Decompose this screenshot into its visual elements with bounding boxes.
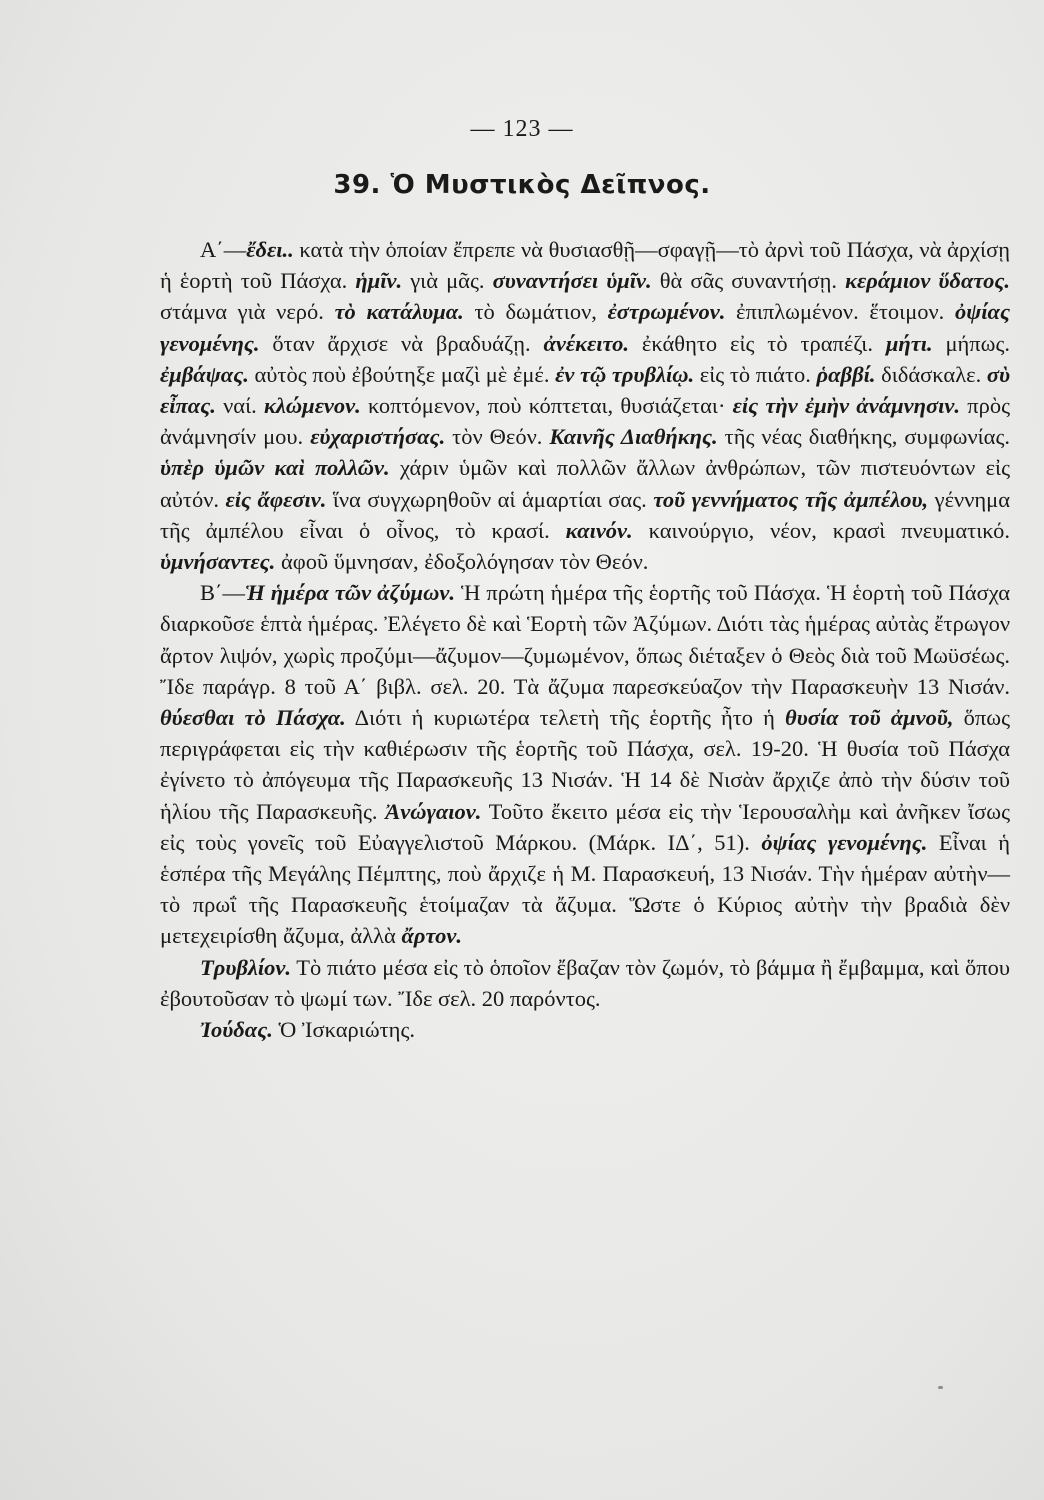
paragraph-a xyxy=(160,234,1010,577)
gloss: ἐπιπλωμένον. ἕτοιμον. xyxy=(725,299,955,325)
term: ὀψίας γενομένης. xyxy=(160,299,1011,356)
term: εὐχαριστήσας. xyxy=(310,424,446,450)
chapter-title: 39. Ὁ Μυστικὸς Δεῖπνος. xyxy=(333,170,711,200)
term: συναντήσει ὑμῖν. xyxy=(492,268,652,294)
gloss: τὸν Θεόν. xyxy=(445,424,550,450)
body-text xyxy=(160,234,1010,1045)
page-number: — 123 — xyxy=(470,116,574,142)
gloss: Ἡ πρώτη ἡμέρα τῆς ἑορτῆς τοῦ Πάσχα. Ἡ ἑορτὴ τοῦ Πάσχα διαρκοῦσε ἑπτὰ ἡμέρας. Ἐλέγετο δὲ καὶ Ἑορτὴ τῶν Ἀζύμων. Διότι τὰς ἡμέρας αὐτὰς ἔτρωγον ἄρτον λιψόν, χωρὶς προζύμι—ἄζυμον—ζυμωμένον, ὅπως διέταξεν ὁ Θεὸς διὰ τοῦ Μωϋσέως. Ἴδε παράγρ. 8 τοῦ Α΄ βιβλ. σελ. 20. Τὰ ἄζυμα παρεσκεύαζον τὴν Παρασκευὴν 13 Νισάν. xyxy=(160,580,1010,699)
term: τὸ κατάλυμα. xyxy=(334,299,464,325)
term: ἐστρωμένον. xyxy=(607,299,726,325)
term: ἐν τῷ τρυβλίῳ. xyxy=(555,361,695,387)
gloss: ἐκάθητο εἰς τὸ τραπέζι. xyxy=(629,330,886,356)
term: τοῦ γεννήματος τῆς ἀμπέλου, xyxy=(653,486,929,512)
term: σὺ εἶπας. xyxy=(160,361,1011,419)
gloss: αὐτὸς ποὺ ἐβούτηξε μαζὶ μὲ ἐμέ. xyxy=(248,361,556,387)
paragraph-d xyxy=(160,1014,1010,1045)
term: Ἀνώγαιον. xyxy=(385,798,482,824)
section-marker-b: Β΄— xyxy=(200,580,245,606)
gloss: εἰς τὸ πιάτο. xyxy=(694,361,817,387)
term: ὑπὲρ ὑμῶν καὶ πολλῶν. xyxy=(160,455,390,481)
gloss: ἵνα συγχωρηθοῦν αἱ ἁμαρτίαι σας. xyxy=(326,486,654,512)
gloss: Διότι ἡ κυριωτέρα τελετὴ τῆς ἑορτῆς ἦτο ἡ xyxy=(345,705,786,731)
term: μήτι. xyxy=(885,330,933,356)
gloss: θὰ σᾶς συναντήσῃ. xyxy=(651,268,846,294)
gloss: Τοῦτο ἔκειτο μέσα εἰς τὴν Ἱερουσαλὴμ καὶ ἀνῆκεν ἴσως εἰς τοὺς γονεῖς τοῦ Εὐαγγελιστοῦ Μάρκου. (Μάρκ. ΙΔ΄, 51). xyxy=(160,798,1010,855)
paragraph-c xyxy=(160,952,1010,1014)
gloss: καινούργιο, νέον, κρασὶ πνευματικό. xyxy=(632,517,1010,543)
gloss: τῆς νέας διαθήκης, συμφωνίας. xyxy=(717,424,1011,450)
term: ὑμνήσαντες. xyxy=(160,549,276,575)
gloss: διδάσκαλε. xyxy=(875,361,987,387)
gloss: στάμνα γιὰ νερό. xyxy=(160,299,335,325)
gloss: γέννημα τῆς ἀμπέλου εἶναι ὁ οἶνος, τὸ κρασί. xyxy=(160,486,1010,543)
ink-speck xyxy=(938,1386,943,1389)
term: κλώμενον. xyxy=(264,393,361,419)
gloss: μήπως. xyxy=(932,330,1010,356)
term: Ἡ ἡμέρα τῶν ἀζύμων. xyxy=(245,580,455,606)
paragraph-b xyxy=(160,577,1010,951)
gloss: Τὸ πιάτο μέσα εἰς τὸ ὁποῖον ἔβαζαν τὸν ζωμόν, τὸ βάμμα ἢ ἔμβαμμα, καὶ ὅπου ἐβουτοῦσαν τὸ ψωμί των. Ἴδε σελ. 20 παρόντος. xyxy=(160,954,1010,1011)
gloss: κοπτόμενον, ποὺ κόπτεται, θυσιάζεται· xyxy=(360,393,733,419)
term: εἰς τὴν ἐμὴν ἀνάμνησιν. xyxy=(732,393,961,419)
term: Ἰούδας. xyxy=(200,1017,273,1043)
gloss: ὅπως περιγράφεται εἰς τὴν καθιέρωσιν τῆς ἑορτῆς τοῦ Πάσχα, σελ. 19-20. Ἡ θυσία τοῦ Πάσχα ἐγίνετο τὸ ἀπόγευμα τῆς Παρασκευῆς 13 Νισάν. Ἡ 14 δὲ Νισὰν ἄρχιζε ἀπὸ τὴν δύσιν τοῦ ἡλίου τῆς Παρασκευῆς. xyxy=(160,705,1010,824)
gloss: γιὰ μᾶς. xyxy=(402,268,493,294)
term: ἄρτον. xyxy=(401,923,463,949)
term: καινόν. xyxy=(565,517,633,543)
gloss: κατὰ τὴν ὁποίαν ἔπρεπε νὰ θυσιασθῇ—σφαγῇ—τὸ ἀρνὶ τοῦ Πάσχα, νὰ ἀρχίσῃ ἡ ἑορτὴ τοῦ Πάσχα. xyxy=(160,237,1010,294)
term: θυσία τοῦ ἀμνοῦ, xyxy=(785,705,954,731)
term: ἐμβάψας. xyxy=(160,361,249,387)
gloss: ὅταν ἄρχισε νὰ βραδυάζῃ. xyxy=(259,330,544,356)
term: ὀψίας γενομένης. xyxy=(761,829,928,855)
term: Καινῆς Διαθήκης. xyxy=(549,424,718,450)
gloss: πρὸς ἀνάμνησίν μου. xyxy=(160,393,1010,450)
gloss: τὸ δωμάτιον, xyxy=(463,299,608,325)
gloss: Ὁ Ἰσκαριώτης. xyxy=(272,1017,415,1043)
term: εἰς ἄφεσιν. xyxy=(225,486,327,512)
section-marker-a: Α΄— xyxy=(200,237,247,262)
gloss: ναί. xyxy=(215,393,264,419)
term: ἡμῖν. xyxy=(355,268,403,294)
term: ἀνέκειτο. xyxy=(543,330,630,356)
gloss: Εἶναι ἡ ἑσπέρα τῆς Μεγάλης Πέμπτης, ποὺ ἄρχιζε ἡ Μ. Παρασκευή, 13 Νισάν. Τὴν ἡμέραν αὐτὴν—τὸ πρωΐ τῆς Παρασκευῆς ἑτοίμαζαν τὰ ἄζυμα. Ὥστε ὁ Κύριος αὐτὴν τὴν βραδιὰ δὲν μετεχειρίσθη ἄζυμα, ἀλλὰ xyxy=(160,829,1010,949)
term: θύεσθαι τὸ Πάσχα. xyxy=(160,705,346,731)
term: ῥαββί. xyxy=(816,361,876,387)
gloss: ἀφοῦ ὕμνησαν, ἐδοξολόγησαν τὸν Θεόν. xyxy=(275,549,649,575)
gloss: χάριν ὑμῶν καὶ πολλῶν ἄλλων ἀνθρώπων, τῶν πιστευόντων εἰς αὐτόν. xyxy=(160,455,1010,512)
term: Τρυβλίον. xyxy=(200,954,291,980)
term: ἔδει.. xyxy=(246,237,294,262)
term: κεράμιον ὕδατος. xyxy=(845,268,1010,294)
